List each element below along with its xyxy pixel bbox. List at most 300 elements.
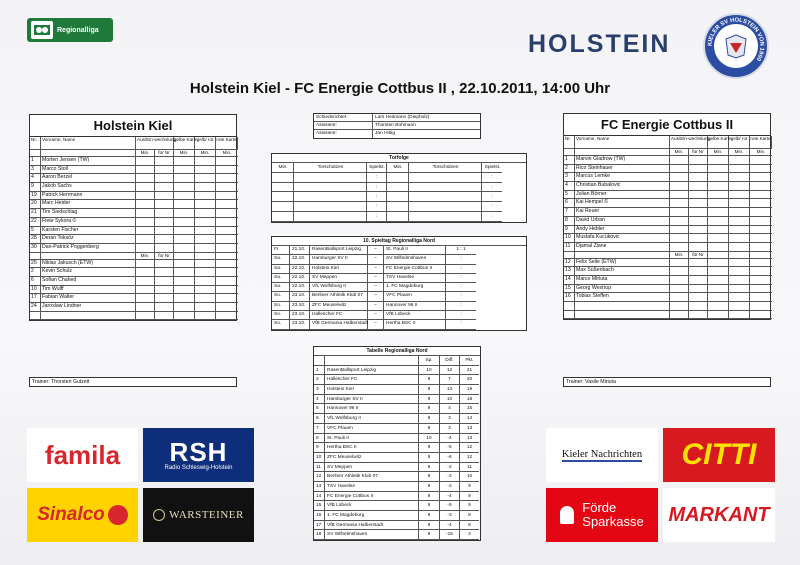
fixtures-table xyxy=(271,236,527,331)
blank xyxy=(30,253,41,260)
player-name: Karsten Fischer xyxy=(41,227,136,236)
empty-cell xyxy=(689,234,708,243)
col-fuer-nr: für Nr xyxy=(155,253,174,260)
fixture-away: SV Wilhelmshaven xyxy=(384,255,446,264)
empty-cell xyxy=(174,303,195,312)
sparkasse-s-icon xyxy=(560,506,574,524)
empty-cell xyxy=(136,260,155,269)
markant-wordmark: MARKANT xyxy=(668,503,770,526)
player-number: 10 xyxy=(564,234,575,243)
fixture-dash: – xyxy=(368,292,384,301)
standings-rank: 9 xyxy=(314,443,325,453)
empty-cell xyxy=(689,191,708,200)
team-name: Holstein Kiel xyxy=(30,115,236,137)
fixture-dash: – xyxy=(368,255,384,264)
empty-cell xyxy=(155,157,174,166)
empty-cell xyxy=(136,268,155,277)
citti-logo xyxy=(663,428,775,482)
empty-cell xyxy=(195,209,216,218)
crest-ring-text: KIELER SV HOLSTEIN VON 1900 xyxy=(707,17,765,62)
empty-cell xyxy=(136,277,155,286)
player-number: 20 xyxy=(30,200,41,209)
official-role: Assistent: xyxy=(314,130,373,138)
player-number: 1 xyxy=(30,157,41,166)
empty-cell xyxy=(216,192,238,201)
empty-cell xyxy=(670,165,689,174)
empty-cell xyxy=(729,276,750,285)
standings-played: 9 xyxy=(419,501,440,511)
player-number: 6 xyxy=(30,277,41,286)
empty-cell xyxy=(136,157,155,166)
empty-cell xyxy=(136,218,155,227)
col-min: Min. xyxy=(729,149,750,156)
empty-cell xyxy=(750,191,772,200)
empty-cell xyxy=(729,243,750,252)
empty-cell xyxy=(155,244,174,253)
standings-played: 10 xyxy=(419,434,440,444)
empty-cell xyxy=(670,182,689,191)
standings-goal-diff: -2 xyxy=(440,463,460,473)
regionalliga-badge xyxy=(27,18,113,42)
goal-cell xyxy=(294,212,367,222)
empty-cell xyxy=(155,277,174,286)
empty-cell xyxy=(729,311,750,320)
standings-rank: 18 xyxy=(314,530,325,540)
standings-rank: 3 xyxy=(314,385,325,395)
player-name: Marco Stoll xyxy=(41,166,136,175)
player-name: Fabian Walter xyxy=(41,294,136,303)
player-name: Fiete Sykora © xyxy=(41,218,136,227)
standings-rank: 5 xyxy=(314,404,325,414)
player-name: Kevin Schulz xyxy=(41,268,136,277)
empty-cell xyxy=(729,234,750,243)
empty-cell xyxy=(750,302,772,311)
citti-wordmark: CITTI xyxy=(681,438,757,471)
player-name: Jakob Sachs xyxy=(41,183,136,192)
official-row xyxy=(314,114,480,122)
empty-cell xyxy=(729,199,750,208)
standings-played: 9 xyxy=(419,453,440,463)
empty-cell xyxy=(689,285,708,294)
player-name: Felix Seile (ETW) xyxy=(575,259,670,268)
fixture-dash: – xyxy=(368,246,384,255)
standings-team: Holstein Kiel xyxy=(325,385,419,395)
empty-cell xyxy=(750,259,772,268)
fixture-day: So. xyxy=(272,320,290,329)
fixture-home: RasenBallsport Leipzig xyxy=(310,246,368,255)
dfb-logo-icon xyxy=(31,21,53,39)
fixture-score: : xyxy=(446,265,476,274)
fixture-home: SV Meppen xyxy=(310,274,368,283)
away-trainer: Trainer: Vasile Miriuta xyxy=(563,377,771,387)
goals-header: Torschützen xyxy=(409,163,482,173)
sinalco-dot-icon xyxy=(108,505,128,525)
empty-cell xyxy=(708,259,729,268)
standings-rank: 13 xyxy=(314,482,325,492)
player-number: 2 xyxy=(564,165,575,174)
rsh-subtitle: Radio Schleswig-Holstein xyxy=(164,465,233,471)
empty-cell xyxy=(689,208,708,217)
player-name: Kai Hempel © xyxy=(575,199,670,208)
standings-team: FC Energie Cottbus II xyxy=(325,492,419,502)
blank xyxy=(174,253,195,260)
fixture-away: VFC Plauen xyxy=(384,292,446,301)
empty-cell xyxy=(670,226,689,235)
player-name: Tobias Steffen xyxy=(575,293,670,302)
fixture-score: : xyxy=(446,283,476,292)
standings-points: 13 xyxy=(460,434,479,444)
col-min: Min. xyxy=(708,149,729,156)
standings-team: Berliner Athletik Klub 07 xyxy=(325,472,419,482)
empty-cell xyxy=(750,173,772,182)
empty-cell xyxy=(216,218,238,227)
player-number: 15 xyxy=(564,285,575,294)
empty-cell xyxy=(155,260,174,269)
empty-cell xyxy=(750,199,772,208)
empty-cell xyxy=(750,217,772,226)
goals-header: Torschützen xyxy=(294,163,367,173)
standings-team: VfB Lübeck xyxy=(325,501,419,511)
empty-cell xyxy=(216,174,238,183)
empty-cell xyxy=(708,276,729,285)
standings-played: 9 xyxy=(419,385,440,395)
fixture-date: 23.10. xyxy=(290,311,310,320)
empty-cell xyxy=(670,302,689,311)
empty-cell xyxy=(216,303,238,312)
player-name: Andy Hebler xyxy=(575,226,670,235)
empty-cell xyxy=(195,244,216,253)
empty-cell xyxy=(708,243,729,252)
empty-cell xyxy=(750,276,772,285)
empty-cell xyxy=(689,199,708,208)
standings-played: 9 xyxy=(419,404,440,414)
fixture-away: Hertha BSC II xyxy=(384,320,446,329)
sparkasse-line-2: Sparkasse xyxy=(582,514,644,529)
empty-cell xyxy=(689,276,708,285)
standings-points: 10 xyxy=(460,472,479,482)
goal-cell xyxy=(409,173,482,183)
player-name: Niklas Jakusch (ETW) xyxy=(41,260,136,269)
empty-cell xyxy=(670,285,689,294)
player-number: 4 xyxy=(30,174,41,183)
col-fuer-nr: für Nr xyxy=(155,150,174,157)
blank xyxy=(564,252,575,259)
standings-team: 1. FC Magdeburg xyxy=(325,511,419,521)
fixture-dash: – xyxy=(368,302,384,311)
rsh-logo xyxy=(143,428,254,482)
col-min: Min. xyxy=(136,253,155,260)
standings-table xyxy=(313,346,481,541)
warsteiner-crest-icon xyxy=(153,509,165,521)
empty-cell xyxy=(689,267,708,276)
goal-cell xyxy=(387,202,409,212)
empty-cell xyxy=(136,303,155,312)
empty-cell xyxy=(174,174,195,183)
empty-cell xyxy=(195,286,216,295)
player-name: David Urban xyxy=(575,217,670,226)
goal-cell xyxy=(409,183,482,193)
empty-cell xyxy=(216,312,238,321)
goal-cell xyxy=(387,183,409,193)
standings-team: Hallescher FC xyxy=(325,375,419,385)
empty-cell xyxy=(729,293,750,302)
standings-points: 20 xyxy=(460,375,479,385)
standings-header: Diff. xyxy=(440,356,460,366)
standings-played: 9 xyxy=(419,395,440,405)
standings-team: SV Meppen xyxy=(325,463,419,473)
empty-cell xyxy=(216,157,238,166)
empty-cell xyxy=(174,227,195,236)
empty-cell xyxy=(136,235,155,244)
standings-points: 18 xyxy=(460,395,479,405)
empty-cell xyxy=(708,293,729,302)
col-min: Min. xyxy=(216,150,238,157)
player-number: 12 xyxy=(564,259,575,268)
empty-cell xyxy=(750,226,772,235)
standings-goal-diff: 3 xyxy=(440,424,460,434)
empty-cell xyxy=(195,183,216,192)
player-number: 28 xyxy=(30,235,41,244)
empty-cell xyxy=(155,200,174,209)
standings-played: 9 xyxy=(419,492,440,502)
standings-goal-diff: 7 xyxy=(440,375,460,385)
player-number: 10 xyxy=(30,286,41,295)
officials-table xyxy=(313,113,481,139)
col-red-card: rote Karte xyxy=(750,136,772,149)
standings-header: Sp. xyxy=(419,356,440,366)
standings-rank: 15 xyxy=(314,501,325,511)
standings-goal-diff: 4 xyxy=(440,404,460,414)
empty-cell xyxy=(195,260,216,269)
rsh-wordmark: RSH xyxy=(169,437,228,467)
standings-goal-diff: -3 xyxy=(440,511,460,521)
empty-cell xyxy=(689,217,708,226)
player-name: Jaroslaw Lindner xyxy=(41,303,136,312)
fixture-score: : xyxy=(446,292,476,301)
goals-table xyxy=(271,153,527,223)
standings-team: SV Wilhelmshaven xyxy=(325,530,419,540)
player-name: Mustafa Kucukovic xyxy=(575,234,670,243)
standings-played: 9 xyxy=(419,443,440,453)
fixture-home: Holstein Kiel xyxy=(310,265,368,274)
player-number: 8 xyxy=(564,217,575,226)
fixture-home: Berliner Athletik Klub 07 xyxy=(310,292,368,301)
standings-goal-diff: -4 xyxy=(440,434,460,444)
player-number: 4 xyxy=(564,182,575,191)
empty-cell xyxy=(195,227,216,236)
official-name: Jan Hittig xyxy=(375,131,395,136)
fixture-home: ZFC Meuselwitz xyxy=(310,302,368,311)
player-name: Deran Toksöz xyxy=(41,235,136,244)
empty-cell xyxy=(136,192,155,201)
empty-cell xyxy=(174,294,195,303)
col-name: Vorname, Name xyxy=(575,136,670,149)
col-min: Min. xyxy=(174,150,195,157)
empty-cell xyxy=(216,260,238,269)
standings-played: 9 xyxy=(419,511,440,521)
goal-cell: : xyxy=(367,173,387,183)
sinalco-wordmark: Sinalco xyxy=(37,504,105,525)
standings-played: 9 xyxy=(419,424,440,434)
player-name: Tim Siedschlag xyxy=(41,209,136,218)
goal-cell xyxy=(294,192,367,202)
col-substitution: Aus/Ein-wechslung xyxy=(670,136,708,149)
player-number: 9 xyxy=(564,226,575,235)
official-name: Thorsten Bohmann xyxy=(373,122,480,130)
col-yellow-red-card: gelb/ rot xyxy=(195,137,216,150)
empty-cell xyxy=(155,294,174,303)
fixture-home: VfL Wolfsburg II xyxy=(310,283,368,292)
standings-title: Tabelle Regionalliga Nord xyxy=(314,347,480,356)
standings-rank: 7 xyxy=(314,424,325,434)
empty-cell xyxy=(174,200,195,209)
kieler-nachrichten-logo xyxy=(546,428,658,482)
goal-cell xyxy=(294,173,367,183)
player-number: 22 xyxy=(30,218,41,227)
col-yellow-red-card: gelb/ rot xyxy=(729,136,750,149)
standings-points: 19 xyxy=(460,385,479,395)
empty-cell xyxy=(670,311,689,320)
empty-cell xyxy=(30,312,41,321)
empty-cell xyxy=(216,286,238,295)
goal-cell: : xyxy=(367,183,387,193)
empty-cell xyxy=(708,267,729,276)
empty-cell xyxy=(750,267,772,276)
empty-cell xyxy=(155,286,174,295)
empty-cell xyxy=(174,209,195,218)
player-name: Dan-Patrick Poggenberg xyxy=(41,244,136,253)
home-trainer: Trainer: Thorsten Gutzeit xyxy=(29,377,237,387)
standings-goal-diff: -4 xyxy=(440,492,460,502)
empty-cell xyxy=(689,302,708,311)
player-name: Marcus Lemke xyxy=(575,173,670,182)
empty-cell xyxy=(689,173,708,182)
standings-points: 15 xyxy=(460,404,479,414)
empty-cell xyxy=(750,156,772,165)
empty-cell xyxy=(155,209,174,218)
standings-team: TSV Havelse xyxy=(325,482,419,492)
player-number: 30 xyxy=(30,244,41,253)
match-title: Holstein Kiel - FC Energie Cottbus II , 22.10.2011, 14:00 Uhr xyxy=(189,80,611,97)
league-badge-label: Regionalliga xyxy=(57,26,99,34)
official-row xyxy=(314,130,480,138)
standings-team: Hertha BSC II xyxy=(325,443,419,453)
empty-cell xyxy=(729,259,750,268)
player-number: 21 xyxy=(30,209,41,218)
empty-cell xyxy=(564,311,575,320)
player-number: 6 xyxy=(564,199,575,208)
standings-team: RasenBallsport Leipzig xyxy=(325,366,419,376)
fixture-day: So. xyxy=(272,302,290,311)
empty-cell xyxy=(174,286,195,295)
fixture-dash: – xyxy=(368,283,384,292)
empty-cell xyxy=(216,183,238,192)
empty-cell xyxy=(195,218,216,227)
fixture-score: : xyxy=(446,311,476,320)
standings-team: VfB Germania Halberstadt xyxy=(325,521,419,531)
empty-cell xyxy=(195,192,216,201)
empty-cell xyxy=(729,191,750,200)
player-number: 16 xyxy=(564,293,575,302)
standings-played: 9 xyxy=(419,521,440,531)
empty-cell xyxy=(195,277,216,286)
goal-cell xyxy=(294,202,367,212)
empty-cell xyxy=(708,165,729,174)
empty-cell xyxy=(729,208,750,217)
empty-cell xyxy=(216,227,238,236)
goal-cell xyxy=(387,173,409,183)
player-name: Marvin Gladrow (TW) xyxy=(575,156,670,165)
fixture-date: 22.10. xyxy=(290,255,310,264)
standings-played: 9 xyxy=(419,472,440,482)
player-name: Aaron Berzel xyxy=(41,174,136,183)
player-name: Sofian Chahed xyxy=(41,277,136,286)
standings-played: 9 xyxy=(419,530,440,540)
fixture-date: 22.10. xyxy=(290,274,310,283)
empty-cell xyxy=(670,259,689,268)
standings-rank: 2 xyxy=(314,375,325,385)
goal-cell: : xyxy=(367,192,387,202)
blank xyxy=(708,252,729,259)
empty-cell xyxy=(195,166,216,175)
fixture-date: 22.10. xyxy=(290,283,310,292)
empty-cell xyxy=(216,268,238,277)
empty-cell xyxy=(708,226,729,235)
empty-cell xyxy=(689,165,708,174)
empty-cell xyxy=(689,226,708,235)
standings-rank: 8 xyxy=(314,434,325,444)
official-row xyxy=(314,122,480,130)
empty-cell xyxy=(155,183,174,192)
fixture-dash: – xyxy=(368,320,384,329)
standings-team: Hannover 96 II xyxy=(325,404,419,414)
empty-cell xyxy=(174,218,195,227)
blank xyxy=(575,252,670,259)
empty-cell xyxy=(195,268,216,277)
fixtures-title: 10. Spieltag Regionalliga Nord xyxy=(272,237,526,246)
empty-cell xyxy=(708,199,729,208)
standings-played: 9 xyxy=(419,375,440,385)
player-name: Marco Miriuta xyxy=(575,276,670,285)
goal-cell xyxy=(272,173,294,183)
empty-cell xyxy=(564,302,575,311)
fixture-away: TSV Havelse xyxy=(384,274,446,283)
empty-cell xyxy=(708,285,729,294)
sparkasse-text xyxy=(582,501,643,529)
standings-goal-diff: -5 xyxy=(440,501,460,511)
standings-rank: 1 xyxy=(314,366,325,376)
empty-cell xyxy=(136,227,155,236)
empty-cell xyxy=(174,268,195,277)
standings-rank: 17 xyxy=(314,521,325,531)
standings-goal-diff: 13 xyxy=(440,385,460,395)
empty-cell xyxy=(670,156,689,165)
warsteiner-wordmark: WARSTEINER xyxy=(169,509,244,521)
fixture-score: : xyxy=(446,320,476,329)
empty-cell xyxy=(750,311,772,320)
empty-cell xyxy=(155,268,174,277)
col-min: Min. xyxy=(750,149,772,156)
goal-cell xyxy=(294,183,367,193)
empty-cell xyxy=(174,235,195,244)
standings-points: 9 xyxy=(460,501,479,511)
fixture-away: St. Pauli II xyxy=(384,246,446,255)
empty-cell xyxy=(750,243,772,252)
standings-points: 21 xyxy=(460,366,479,376)
empty-cell xyxy=(729,217,750,226)
empty-cell xyxy=(174,277,195,286)
standings-goal-diff: -6 xyxy=(440,453,460,463)
